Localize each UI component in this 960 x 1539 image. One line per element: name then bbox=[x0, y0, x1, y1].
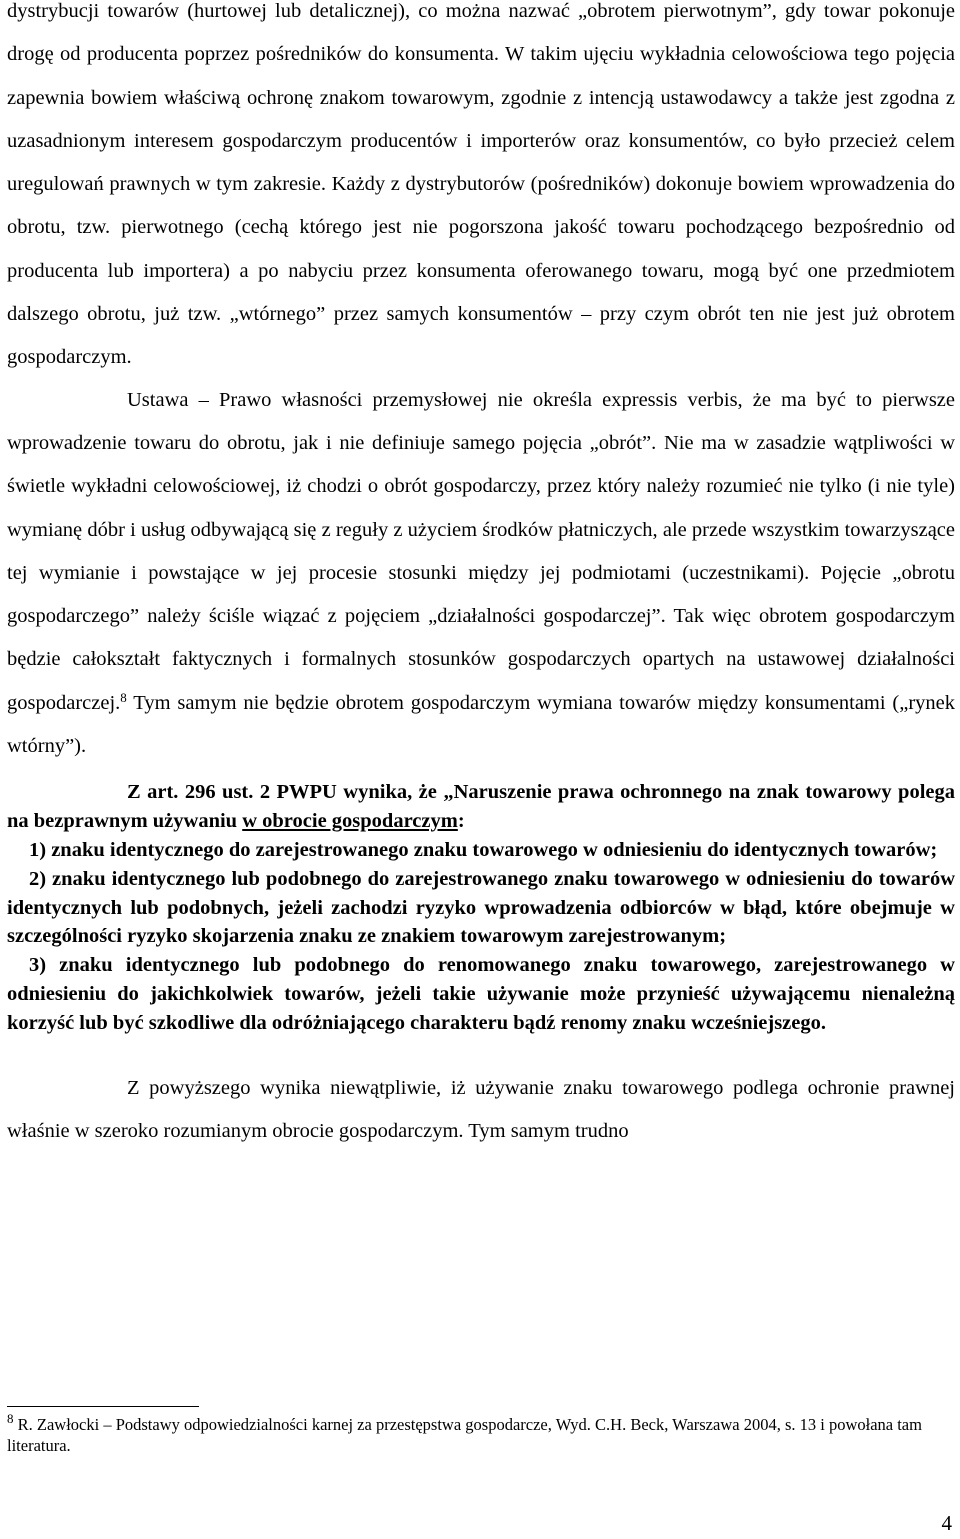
footnote bbox=[7, 1411, 942, 1456]
statute-quote bbox=[7, 778, 955, 1037]
statute-item-3: 3) znaku identycznego lub podobnego do renomowanego znaku towarowego, zarejestrowanego w odniesieniu do jakichkolwiek towarów, jeżeli takie używanie może przynieść używającemu nienależną korzyść lub być szkodliwe dla odróżniającego charakteru bądź renomy znaku wcześniejszego. bbox=[7, 954, 955, 1034]
footnote-separator bbox=[7, 1406, 199, 1407]
page-number: 4 bbox=[941, 1511, 952, 1535]
paragraph-conclusion: Z powyższego wynika niewątpliwie, iż używanie znaku towarowego podlega ochronie prawnej właśnie w szeroko rozumianym obrocie gospodarczym. Tym samym trudno bbox=[7, 1076, 955, 1142]
paragraph-ustawa-tail: Tym samym nie będzie obrotem gospodarczym wymiana towarów między konsumentami („rynek wtórny”). bbox=[7, 691, 955, 758]
statute-item-1: 1) znaku identycznego do zarejestrowanego znaku towarowego w odniesieniu do identycznych towarów; bbox=[29, 838, 938, 861]
statute-lead-colon: : bbox=[457, 810, 465, 833]
statute-item-2: 2) znaku identycznego lub podobnego do zarejestrowanego znaku towarowego w odniesieniu do towarów identycznych lub podobnych, jeżeli zachodzi ryzyko wprowadzenia odbiorców w błąd, które obejmuje w szczególności ryzyko skojarzenia znaku ze znakiem towarowym zarejestrowanym; bbox=[7, 867, 955, 948]
footnote-text: R. Zawłocki – Podstawy odpowiedzialności karnej za przestępstwa gospodarcze, Wyd. C.H. Beck, Warszawa 2004, s. 13 i powołana tam literatura. bbox=[7, 1415, 922, 1455]
paragraph-ustawa-text: Ustawa – Prawo własności przemysłowej nie określa expressis verbis, że ma być to pierwsze wprowadzenie towaru do obrotu, jak i nie definiuje samego pojęcia „obrót”. Nie ma w zasadzie wątpliwości w świetle wykładni celowościowej, iż chodzi o obrót gospodarczy, przez który należy rozumieć nie tylko (i nie tyle) wymianę dóbr i usług odbywającą się z reguły z użyciem środków płatniczych, ale przede wszystkim towarzyszące tej wymianie i powstające w jej procesie stosunki między jej podmiotami (uczestnikami). Pojęcie „obrotu gospodarczego” należy ściśle wiązać z pojęciem „działalności gospodarczej”. Tak więc obrotem gospodarczym będzie całokształt faktycznych i formalnych stosunków gospodarczych opartych na ustawowej działalności gospodarczej. bbox=[7, 388, 955, 714]
footnote-reference: 8 bbox=[120, 689, 127, 705]
paragraph-obrot-pierwotny: dystrybucji towarów (hurtowej lub detalicznej), co można nazwać „obrotem pierwotnym”, gdy towar pokonuje drogę od producenta poprzez pośredników do konsumenta. W takim ujęciu wykładnia celowościowa tego pojęcia zapewnia bowiem właściwą ochronę znakom towarowym, zgodnie z intencją ustawodawcy a także jest zgodna z uzasadnionym interesem gospodarczym producentów i importerów oraz konsumentów, co było przecież celem uregulowań prawnych w tym zakresie. Każdy z dystrybutorów (pośredników) dokonuje bowiem wprowadzenia do obrotu, tzw. pierwotnego (cechą którego jest nie pogorszona jakość towaru pochodzącego bezpośrednio od producenta lub importera) a po nabyciu przez konsumenta oferowanego towaru, mogą być one przedmiotem dalszego obrotu, już tzw. „wtórnego” przez samych konsumentów – przy czym obrót ten nie jest już obrotem gospodarczym. bbox=[7, 0, 955, 369]
footnote-number: 8 bbox=[7, 1411, 14, 1426]
page-body bbox=[7, 0, 955, 1153]
statute-underlined-phrase: w obrocie gospodarczym bbox=[242, 810, 458, 833]
statute-quote-lead bbox=[7, 778, 955, 836]
statute-lead-text: Z art. 296 ust. 2 PWPU wynika, że „Naruszenie prawa ochronnego na znak towarowy polega na bezprawnym używaniu bbox=[7, 781, 955, 833]
paragraph-ustawa bbox=[7, 379, 955, 769]
